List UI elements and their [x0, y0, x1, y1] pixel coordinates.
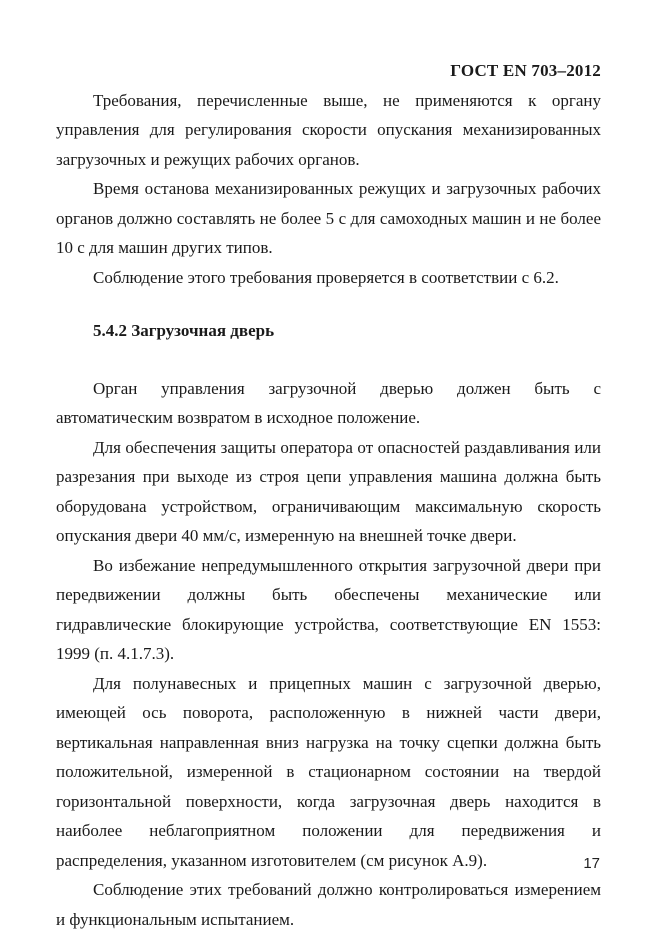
page-content	[56, 56, 601, 934]
paragraph-compliance-testing: Соблюдение этих требований должно контролироваться измерением и функциональным испытанием.	[56, 880, 601, 929]
paragraph-requirements-exception: Требования, перечисленные выше, не применяются к органу управления для регулирования скорости опускания механизированных загрузочных и режущих рабочих органов.	[56, 90, 601, 169]
section-heading-5-4-2: 5.4.2 Загрузочная дверь	[93, 321, 275, 340]
paragraph-operator-protection: Для обеспечения защиты оператора от опасностей раздавливания или разрезания при выходе из строя цепи управления машина должна быть оборудована устройством, ограничивающим максимальную скорость опускания двери 40 мм/с, измеренную на внешней точке двери.	[56, 437, 601, 545]
paragraph-locking-devices: Во избежание непредумышленного открытия загрузочной двери при передвижении должны быть обеспечены механические или гидравлические блокирующие устройства, соответствующие EN 1553: 1999 (п. 4.1.7.3).	[56, 555, 601, 663]
paragraph-compliance-6-2: Соблюдение этого требования проверяется в соответствии с 6.2.	[93, 267, 559, 287]
document-header: ГОСТ EN 703–2012	[450, 61, 601, 80]
paragraph-door-control: Орган управления загрузочной дверью должен быть с автоматическим возвратом в исходное положение.	[56, 378, 601, 427]
paragraph-stop-time: Время останова механизированных режущих и загрузочных рабочих органов должно составлять не более 5 с для самоходных машин и не более 10 с для машин других типов.	[56, 179, 601, 257]
paragraph-hitch-point-load: Для полунавесных и прицепных машин с загрузочной дверью, имеющей ось поворота, расположенную в нижней части двери, вертикальная направленная вниз нагрузка на точку сцепки должна быть положительной, измеренной в стационарном состоянии на твердой горизонтальной поверхности, когда загрузочная дверь находится в наиболее неблагоприятном положении для передвижения и распределения, указанном изготовителем (см рисунок А.9).	[56, 673, 601, 870]
page-number: 17	[583, 855, 600, 872]
